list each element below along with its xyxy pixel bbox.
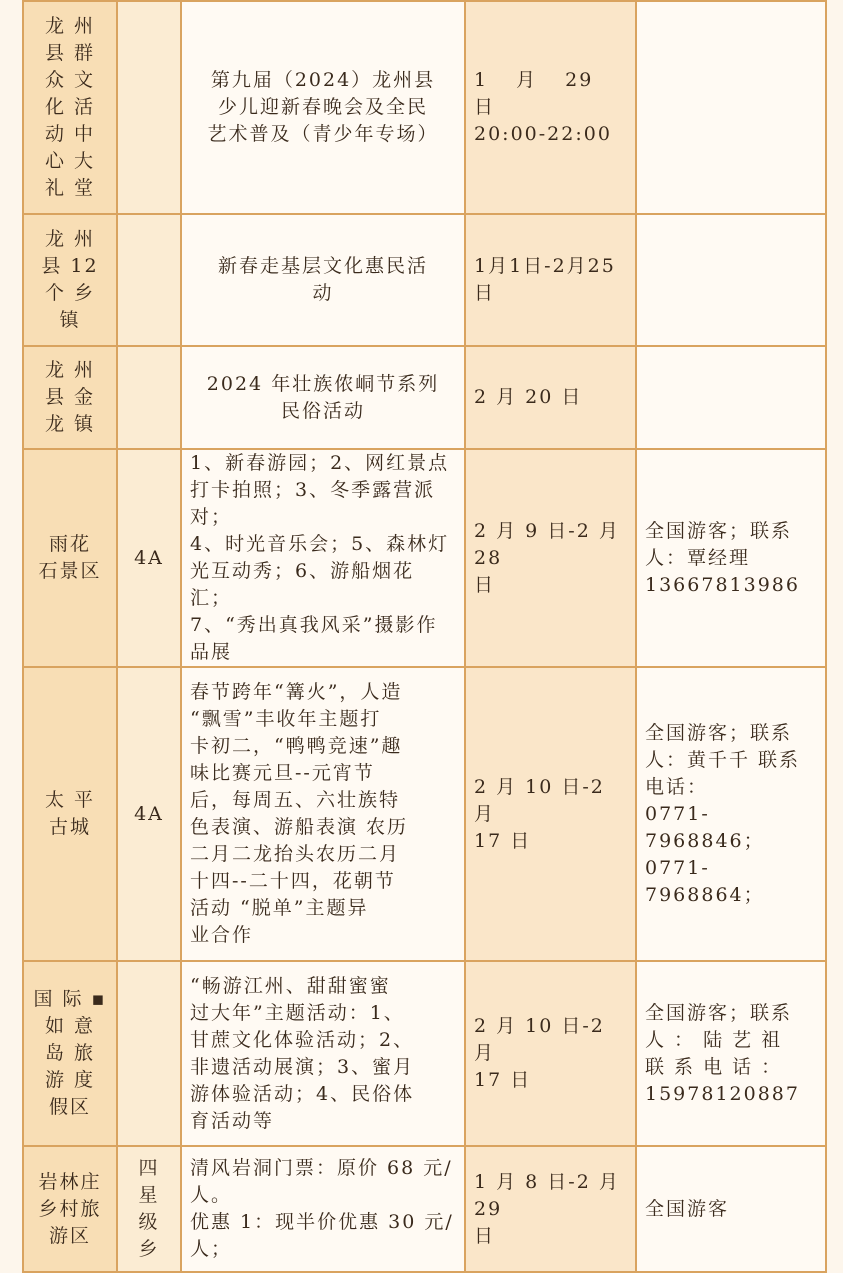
activity-cell: 新春走基层文化惠民活 动: [181, 214, 465, 346]
table-row: [23, 214, 826, 346]
venue-cell: 国 际 ▪ 如 意 岛 旅 游 度 假区: [23, 961, 117, 1146]
level-cell: [117, 346, 181, 449]
activity-table: [22, 0, 827, 1273]
contact-cell: [636, 214, 826, 346]
level-cell: 四 星 级 乡: [117, 1146, 181, 1272]
activity-cell: 2024 年壮族侬峒节系列 民俗活动: [181, 346, 465, 449]
venue-cell: 太 平 古城: [23, 667, 117, 961]
time-cell: 1 月 29 日 20:00-22:00: [465, 1, 636, 214]
contact-cell: 全国游客；联系 人 ： 陆 艺 祖 联 系 电 话 ： 15978120887: [636, 961, 826, 1146]
time-cell: 2 月 10 日-2 月 17 日: [465, 667, 636, 961]
venue-cell: 雨花 石景区: [23, 449, 117, 667]
level-cell: 4A: [117, 449, 181, 667]
table-row: [23, 346, 826, 449]
time-cell: 1 月 8 日-2 月 29 日: [465, 1146, 636, 1272]
time-cell: 2 月 20 日: [465, 346, 636, 449]
venue-cell: 岩林庄 乡村旅 游区: [23, 1146, 117, 1272]
table-row: [23, 1146, 826, 1272]
contact-cell: 全国游客；联系 人：黄千千 联系 电话： 0771-7968846； 0771-7968864；: [636, 667, 826, 961]
activity-cell: 春节跨年“篝火”，人造 “飘雪”丰收年主题打 卡初二，“鸭鸭竞速”趣 味比赛元旦--元宵节 后，每周五、六壮族特 色表演、游船表演 农历 二月二龙抬头农历二月 十四--二十四，花朝节 活动 “脱单”主题异 业合作: [181, 667, 465, 961]
activity-cell: 第九届（2024）龙州县 少儿迎新春晚会及全民 艺术普及（青少年专场）: [181, 1, 465, 214]
level-cell: 4A: [117, 667, 181, 961]
activity-cell: 1、新春游园；2、网红景点 打卡拍照；3、冬季露营派对； 4、时光音乐会；5、森林灯 光互动秀；6、游船烟花汇； 7、“秀出真我风采”摄影作 品展: [181, 449, 465, 667]
contact-cell: 全国游客；联系 人：覃经理 13667813986: [636, 449, 826, 667]
table-row: [23, 961, 826, 1146]
time-cell: 2 月 9 日-2 月 28 日: [465, 449, 636, 667]
level-cell: [117, 961, 181, 1146]
contact-cell: [636, 346, 826, 449]
activity-cell: 清风岩洞门票：原价 68 元/ 人。 优惠 1：现半价优惠 30 元/ 人；: [181, 1146, 465, 1272]
contact-cell: [636, 1, 826, 214]
venue-cell: 龙 州 县 群 众 文 化 活 动 中 心 大 礼 堂: [23, 1, 117, 214]
level-cell: [117, 1, 181, 214]
venue-cell: 龙 州 县 金 龙 镇: [23, 346, 117, 449]
table-row: [23, 449, 826, 667]
activity-cell: “畅游江州、甜甜蜜蜜 过大年”主题活动：1、 甘蔗文化体验活动；2、 非遗活动展演；3、蜜月 游体验活动；4、民俗体 育活动等: [181, 961, 465, 1146]
level-cell: [117, 214, 181, 346]
contact-cell: 全国游客: [636, 1146, 826, 1272]
time-cell: 2 月 10 日-2 月 17 日: [465, 961, 636, 1146]
table-row: [23, 1, 826, 214]
table-row: [23, 667, 826, 961]
time-cell: 1月1日-2月25 日: [465, 214, 636, 346]
venue-cell: 龙 州 县 12 个 乡 镇: [23, 214, 117, 346]
